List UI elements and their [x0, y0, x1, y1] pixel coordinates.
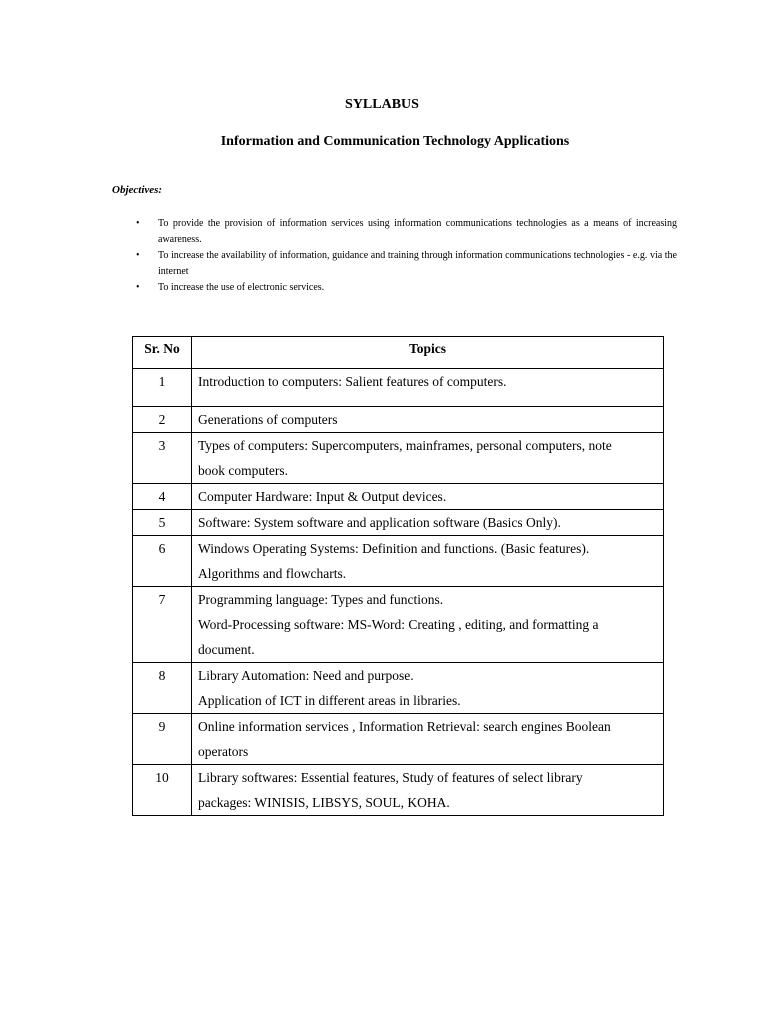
- topic-line: Types of computers: Supercomputers, mainframes, personal computers, note: [198, 438, 612, 453]
- sr-no-cell: 2: [133, 407, 192, 433]
- topic-cell: [192, 369, 664, 407]
- sr-no-cell: 10: [133, 765, 192, 816]
- topic-line: Windows Operating Systems: Definition and functions. (Basic features).: [198, 541, 590, 556]
- topic-cell: [192, 587, 664, 663]
- topic-line: Application of ICT in different areas in libraries.: [198, 693, 461, 708]
- table-row: [133, 510, 664, 536]
- sr-no-cell: 7: [133, 587, 192, 663]
- syllabus-table: [132, 336, 664, 816]
- bullet-icon: •: [136, 218, 140, 229]
- topic-line: document.: [198, 642, 255, 657]
- header-topics: Topics: [192, 337, 664, 369]
- topic-line: Generations of computers: [198, 412, 338, 427]
- topic-cell: [192, 765, 664, 816]
- objective-item: [136, 280, 677, 296]
- sr-no-cell: 4: [133, 484, 192, 510]
- topic-line: Library softwares: Essential features, Study of features of select library: [198, 770, 583, 785]
- table-row: [133, 663, 664, 714]
- topic-cell: [192, 714, 664, 765]
- sr-no-cell: 1: [133, 369, 192, 407]
- objective-item: [136, 248, 677, 279]
- sr-no-cell: 5: [133, 510, 192, 536]
- topic-line: Programming language: Types and functions.: [198, 592, 444, 607]
- sr-no-cell: 3: [133, 433, 192, 484]
- objective-text: To provide the provision of information services using information communications technologies as a means of increasing awareness.: [158, 218, 677, 245]
- topic-cell: [192, 536, 664, 587]
- topic-line: Online information services , Information Retrieval: search engines Boolean: [198, 719, 611, 734]
- topic-cell: [192, 663, 664, 714]
- objectives-list: [136, 216, 677, 297]
- objectives-heading: Objectives:: [112, 184, 163, 196]
- topic-line: Introduction to computers: Salient features of computers.: [198, 374, 507, 389]
- sr-no-cell: 8: [133, 663, 192, 714]
- sr-no-cell: 6: [133, 536, 192, 587]
- table-row: [133, 369, 664, 407]
- bullet-icon: •: [136, 282, 140, 293]
- bullet-icon: •: [136, 250, 140, 261]
- table-row: [133, 536, 664, 587]
- sr-no-cell: 9: [133, 714, 192, 765]
- objective-text: To increase the availability of information, guidance and training through information communications technologies - e.g. via the internet: [158, 250, 677, 277]
- table-row: [133, 433, 664, 484]
- topic-cell: [192, 510, 664, 536]
- table-row: [133, 407, 664, 433]
- header-sr-no: Sr. No: [133, 337, 192, 369]
- objective-item: [136, 216, 677, 247]
- document-subtitle: Information and Communication Technology Applications: [220, 134, 570, 149]
- topic-cell: [192, 407, 664, 433]
- topic-cell: [192, 433, 664, 484]
- table-row: [133, 484, 664, 510]
- topic-cell: [192, 484, 664, 510]
- topic-line: Word-Processing software: MS-Word: Creating , editing, and formatting a: [198, 617, 599, 632]
- table-header-row: [133, 337, 664, 369]
- table-row: [133, 587, 664, 663]
- table-row: [133, 765, 664, 816]
- topic-line: packages: WINISIS, LIBSYS, SOUL, KOHA.: [198, 795, 450, 810]
- topic-line: operators: [198, 744, 249, 759]
- table-body: [133, 369, 664, 816]
- table-row: [133, 714, 664, 765]
- objective-text: To increase the use of electronic services.: [158, 282, 325, 293]
- topic-line: Algorithms and flowcharts.: [198, 566, 347, 581]
- document-title: SYLLABUS: [345, 97, 419, 112]
- topic-line: Computer Hardware: Input & Output devices.: [198, 489, 447, 504]
- topic-line: Software: System software and application software (Basics Only).: [198, 515, 561, 530]
- topic-line: book computers.: [198, 463, 288, 478]
- topic-line: Library Automation: Need and purpose.: [198, 668, 414, 683]
